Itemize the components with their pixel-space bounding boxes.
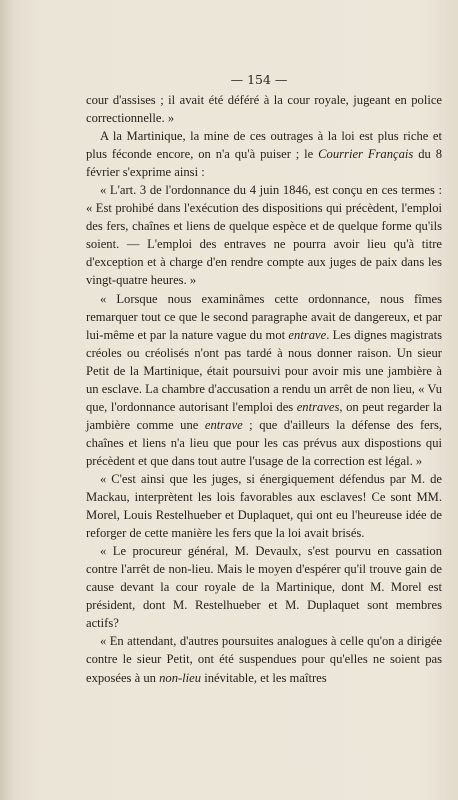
text-run: , on peut regarder la jambière comme une <box>86 399 442 432</box>
text-run: « En attendant, d'autres poursuites analogues à celle qu'on a dirigée contre le sieur Petit, ont été suspendues pour qu'elles ne soient pas exposées à un <box>86 634 442 685</box>
paragraph <box>86 290 442 470</box>
italic-text: entrave <box>288 327 327 342</box>
text-run: du 8 février s'exprime ainsi : <box>86 147 442 180</box>
text-run: « Lorsque nous examinâmes cette ordonnance, nous fîmes remarquer tout ce que le second paragraphe avait de dangereux, et par lui-même et par la nature vague du mot <box>86 291 442 342</box>
paragraph <box>86 127 442 181</box>
italic-text: non-lieu <box>159 670 202 685</box>
paragraph <box>86 542 442 632</box>
text-run: « Le procureur général, M. Devaulx, s'est pourvu en cassation contre l'arrêt de non-lieu. Mais le moyen d'espérer qu'il trouve gain de cause devant la cour royale de la Martinique, dont M. Morel est président, dont M. Restelhueber et M. Duplaquet sont membres actifs? <box>86 544 442 631</box>
text-run: A la Martinique, la mine de ces outrages à la loi est plus riche et plus féconde encore, on n'a qu'à puiser ; le <box>86 129 442 162</box>
text-run: « L'art. 3 de l'ordonnance du 4 juin 1846, est conçu en ces termes : « Est prohibé dans l'exécution des dispositions qui précèdent, l'emploi des fers, chaînes et liens de quelque espèce et de quelque forme qu'ils soient. — L'emploi des entraves ne pourra avoir lieu qu'à titre d'exception et à charge d'en rendre compte aux juges de paix dans les vingt-quatre heures. » <box>86 183 442 288</box>
paragraph <box>86 470 442 542</box>
page-number: — 154 — <box>230 72 288 87</box>
paragraph <box>86 181 442 289</box>
italic-text: entrave <box>204 417 243 432</box>
paragraph <box>86 632 442 686</box>
text-run: inévitable, et les maîtres <box>201 670 327 685</box>
text-run: « C'est ainsi que les juges, si énergiquement défendus par M. de Mackau, interprètent les lois favorables aux esclaves! Ce sont MM. Morel, Louis Restelhueber et Duplaquet, qui ont eu l'heureuse idée de reforger de cette manière les fers que la loi avait brisés. <box>86 471 442 541</box>
text-run: . Les dignes magistrats créoles ou créolisés n'ont pas tardé à nous donner raison. Un sieur Petit de la Martinique, était poursuivi pour avoir mis une jambière à un esclave. La chambre d'accusation a rendu un arrêt de non lieu, « Vu que, l'ordonnance autorisant l'emploi des <box>86 327 442 414</box>
text-run: cour d'assises ; il avait été déféré à la cour royale, jugeant en police correctionnelle. » <box>86 93 442 126</box>
text-run: ; que d'ailleurs la défense des fers, chaînes et liens n'a lieu que pour les cas prévus aux dispostions qui précèdent et que dans tout autre l'usage de la correction est légal. » <box>86 417 442 468</box>
paragraph <box>86 91 442 127</box>
italic-text: Courrier Français <box>318 147 414 162</box>
body-text <box>86 91 442 687</box>
italic-text: entraves <box>296 399 340 414</box>
